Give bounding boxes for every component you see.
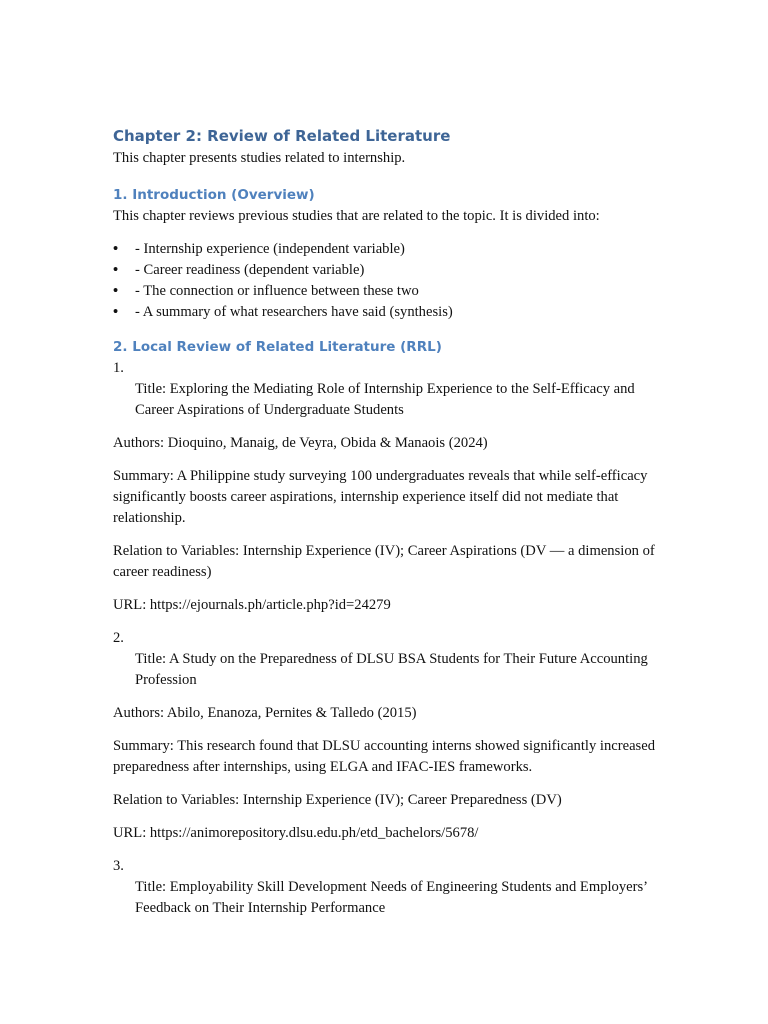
- list-item: [113, 281, 658, 302]
- list-item-text: - Internship experience (independent variable): [135, 241, 405, 257]
- entry-url: URL: https://animorepository.dlsu.edu.ph/etd_bachelors/5678/: [113, 825, 479, 841]
- literature-entry: [113, 358, 658, 616]
- entry-url: URL: https://ejournals.ph/article.php?id=24279: [113, 597, 391, 613]
- chapter-intro: This chapter presents studies related to internship.: [113, 150, 406, 166]
- entry-authors: Authors: Abilo, Enanoza, Pernites & Talledo (2015): [113, 705, 417, 721]
- topic-list: [113, 239, 658, 323]
- list-item: [113, 239, 658, 260]
- entry-relation: Relation to Variables: Internship Experience (IV); Career Aspirations (DV — a dimension of career readiness): [113, 543, 655, 580]
- chapter-title: Chapter 2: Review of Related Literature: [113, 127, 451, 145]
- document-page: [113, 124, 658, 931]
- bullet-icon: •: [113, 241, 119, 257]
- bullet-icon: •: [113, 262, 119, 278]
- entry-summary: Summary: A Philippine study surveying 100 undergraduates reveals that while self-efficacy significantly boosts career aspirations, internship experience itself did not mediate that relationship.: [113, 468, 648, 526]
- bullet-icon: •: [113, 304, 119, 320]
- section-intro-text: This chapter reviews previous studies that are related to the topic. It is divided into:: [113, 208, 600, 224]
- entry-title: Title: Employability Skill Development Needs of Engineering Students and Employers’ Feedback on Their Internship Performance: [135, 879, 647, 916]
- entry-number: 2.: [113, 630, 124, 646]
- entry-relation: Relation to Variables: Internship Experience (IV); Career Preparedness (DV): [113, 792, 562, 808]
- list-item-text: - A summary of what researchers have said (synthesis): [135, 304, 453, 320]
- list-item-text: - Career readiness (dependent variable): [135, 262, 365, 278]
- literature-entry: [113, 628, 658, 844]
- list-item: [113, 260, 658, 281]
- list-item-text: - The connection or influence between these two: [135, 283, 419, 299]
- entry-number: 3.: [113, 858, 124, 874]
- section-heading-introduction: 1. Introduction (Overview): [113, 187, 315, 203]
- entry-title: Title: A Study on the Preparedness of DLSU BSA Students for Their Future Accounting Profession: [135, 651, 648, 688]
- entry-authors: Authors: Dioquino, Manaig, de Veyra, Obida & Manaois (2024): [113, 435, 488, 451]
- section-heading-local-rrl: 2. Local Review of Related Literature (RRL): [113, 339, 442, 355]
- list-item: [113, 302, 658, 323]
- entry-summary: Summary: This research found that DLSU accounting interns showed significantly increased preparedness after internships, using ELGA and IFAC-IES frameworks.: [113, 738, 655, 775]
- bullet-icon: •: [113, 283, 119, 299]
- entry-number: 1.: [113, 360, 124, 376]
- entry-title: Title: Exploring the Mediating Role of Internship Experience to the Self-Efficacy and Career Aspirations of Undergraduate Students: [135, 381, 635, 418]
- literature-entry: [113, 856, 658, 919]
